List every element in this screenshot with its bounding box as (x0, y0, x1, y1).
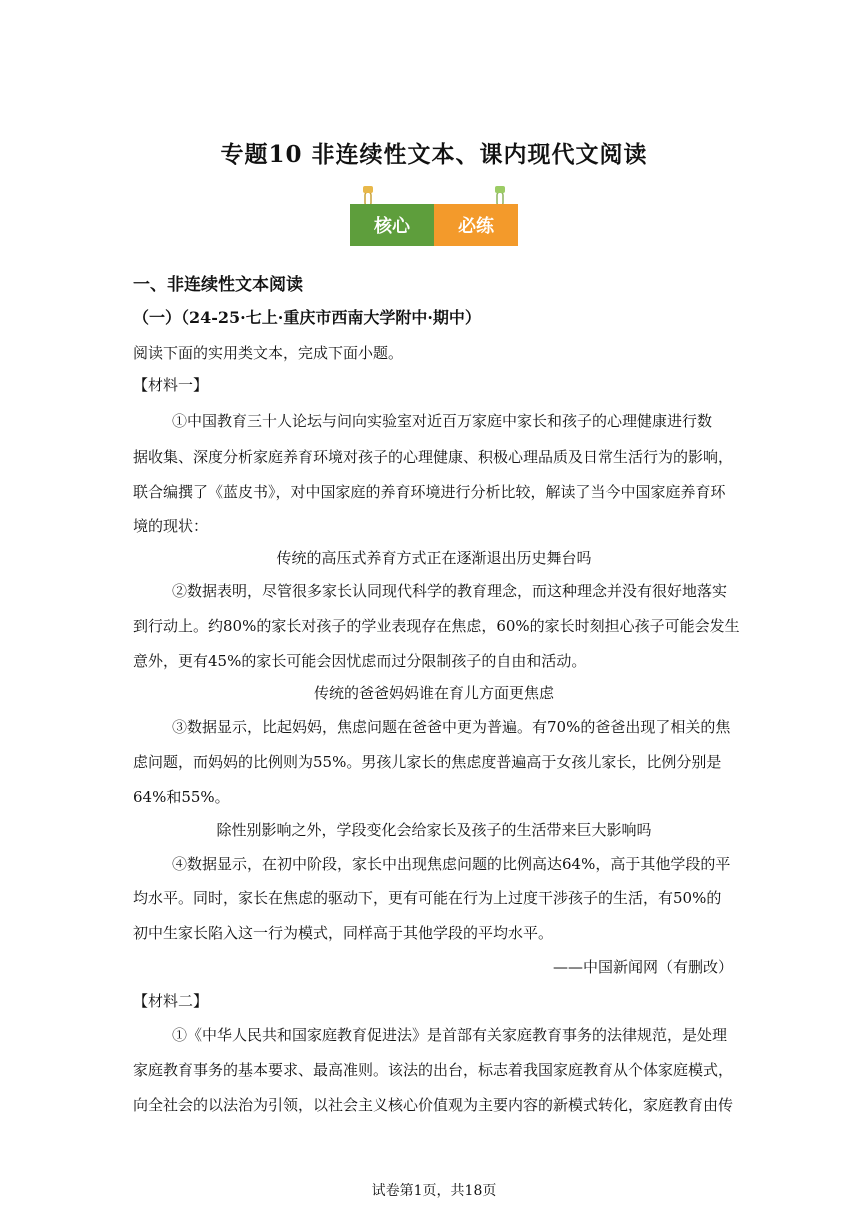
paragraph-line: ④数据显示，在初中阶段，家长中出现焦虑问题的比例高达64%，高于其他学段的平 (172, 855, 731, 873)
subsection-heading: （一）（24-25·七上·重庆市西南大学附中·期中） (133, 308, 481, 327)
instruction-text: 阅读下面的实用类文本，完成下面小题。 (133, 344, 404, 362)
source-citation: ——中国新闻网（有删改） (552, 958, 733, 976)
paragraph-line: 均水平。同时，家长在焦虑的驱动下，更有可能在行为上过度干涉孩子的生活，有50%的 (133, 889, 722, 907)
page-footer: 试卷第1页，共18页 (371, 1183, 497, 1199)
badge-core-label: 核心 (350, 204, 434, 246)
paragraph-line: 意外，更有45%的家长可能会因忧虑而过分限制孩子的自由和活动。 (133, 652, 587, 670)
paragraph-line: 向全社会的以法治为引领，以社会主义核心价值观为主要内容的新模式转化，家庭教育由传 (133, 1096, 734, 1114)
material-two-label: 【材料二】 (133, 992, 209, 1010)
paragraph-line: 虑问题，而妈妈的比例则为55%。男孩儿家长的焦虑度普遍高于女孩儿家长，比例分别是 (133, 753, 722, 771)
subheading-question: 传统的爸爸妈妈谁在育儿方面更焦虑 (313, 684, 554, 702)
paragraph-line: ①中国教育三十人论坛与问向实验室对近百万家庭中家长和孩子的心理健康进行数 (172, 412, 713, 430)
badge-practice-label: 必练 (434, 204, 518, 246)
paragraph-line: ③数据显示，比起妈妈，焦虑问题在爸爸中更为普遍。有70%的爸爸出现了相关的焦 (172, 718, 731, 736)
paragraph-line: 据收集、深度分析家庭养育环境对孩子的心理健康、积极心理品质及日常生活行为的影响， (133, 448, 734, 466)
subheading-question: 传统的高压式养育方式正在逐渐退出历史舞台吗 (276, 549, 592, 567)
paragraph-line: ①《中华人民共和国家庭教育促进法》是首部有关家庭教育事务的法律规范，是处理 (172, 1026, 728, 1044)
material-one-label: 【材料一】 (133, 376, 209, 394)
paragraph-line: ②数据表明，尽管很多家长认同现代科学的教育理念，而这种理念并没有很好地落实 (172, 582, 728, 600)
core-practice-badge (350, 186, 518, 250)
paragraph-line: 到行动上。约80%的家长对孩子的学业表现存在焦虑，60%的家长时刻担心孩子可能会发生 (133, 617, 740, 635)
paragraph-line: 境的现状： (133, 517, 209, 535)
page-title: 专题10 非连续性文本、课内现代文阅读 (220, 141, 648, 168)
section-heading: 一、非连续性文本阅读 (133, 275, 303, 295)
paragraph-line: 64%和55%。 (133, 788, 230, 806)
paragraph-line: 家庭教育事务的基本要求、最高准则。该法的出台，标志着我国家庭教育从个体家庭模式， (133, 1061, 734, 1079)
paragraph-line: 初中生家长陷入这一行为模式，同样高于其他学段的平均水平。 (133, 924, 554, 942)
paragraph-line: 联合编撰了《蓝皮书》，对中国家庭的养育环境进行分析比较，解读了当今中国家庭养育环 (133, 483, 726, 501)
subheading-question: 除性别影响之外，学段变化会给家长及孩子的生活带来巨大影响吗 (216, 821, 652, 839)
